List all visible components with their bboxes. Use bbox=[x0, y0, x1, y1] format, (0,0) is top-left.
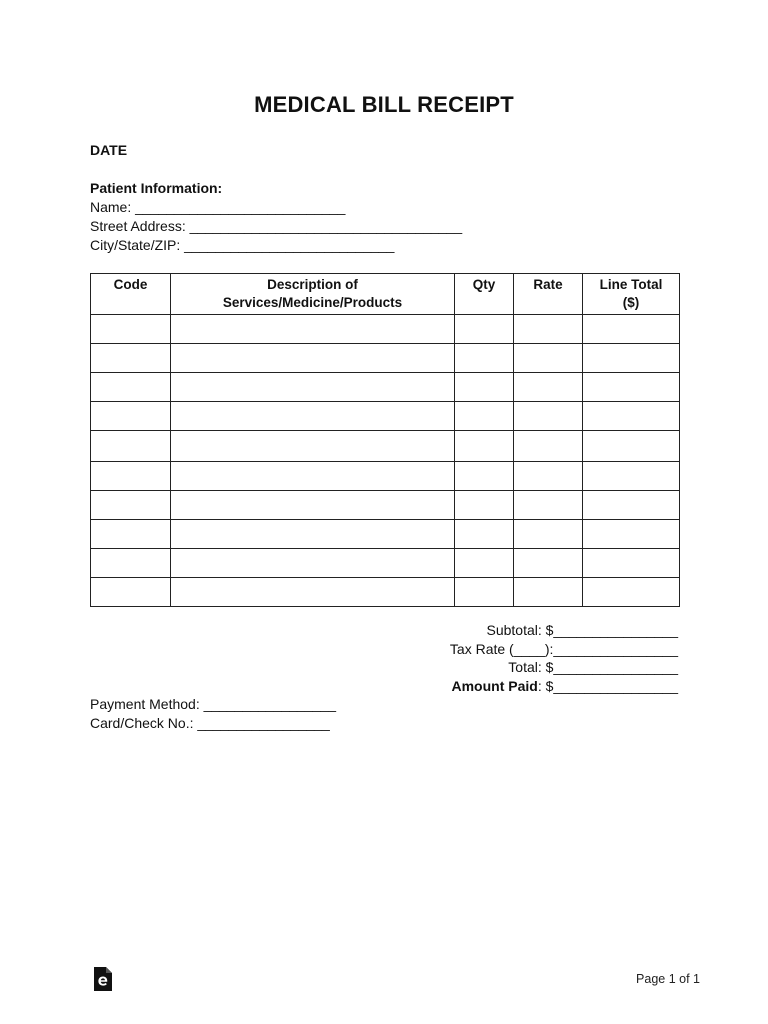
rate-cell bbox=[514, 315, 583, 344]
header-description-line2: Services/Medicine/Products bbox=[222, 295, 403, 310]
table-row bbox=[91, 578, 680, 607]
table-row bbox=[91, 402, 680, 431]
table-row bbox=[91, 462, 680, 491]
street-address-field: Street Address: ___________________________________ bbox=[90, 218, 463, 234]
table-body bbox=[91, 315, 680, 607]
code-cell bbox=[91, 491, 171, 520]
total-line: Total: $________________ bbox=[508, 659, 678, 675]
rate-cell bbox=[514, 578, 583, 607]
line-total-cell bbox=[583, 344, 680, 373]
header-description-line1: Description of bbox=[267, 277, 358, 292]
amount-paid-blank: : $________________ bbox=[537, 678, 678, 694]
qty-cell bbox=[455, 462, 514, 491]
line-total-cell bbox=[583, 462, 680, 491]
qty-cell bbox=[455, 578, 514, 607]
code-cell bbox=[91, 549, 171, 578]
subtotal-line: Subtotal: $________________ bbox=[486, 622, 678, 638]
qty-cell bbox=[455, 402, 514, 431]
header-qty-label: Qty bbox=[472, 277, 496, 292]
rate-cell bbox=[514, 549, 583, 578]
line-total-cell bbox=[583, 373, 680, 402]
qty-cell bbox=[455, 549, 514, 578]
code-cell bbox=[91, 462, 171, 491]
rate-cell bbox=[514, 520, 583, 549]
line-total-cell bbox=[583, 491, 680, 520]
line-total-cell bbox=[583, 431, 680, 462]
description-cell bbox=[171, 462, 455, 491]
line-total-cell bbox=[583, 402, 680, 431]
qty-cell bbox=[455, 491, 514, 520]
table-row bbox=[91, 344, 680, 373]
code-cell bbox=[91, 402, 171, 431]
code-cell bbox=[91, 578, 171, 607]
header-line-total-line2: ($) bbox=[622, 295, 640, 310]
rate-cell bbox=[514, 491, 583, 520]
card-check-number-field: Card/Check No.: _________________ bbox=[90, 715, 330, 731]
qty-cell bbox=[455, 315, 514, 344]
description-cell bbox=[171, 578, 455, 607]
qty-cell bbox=[455, 373, 514, 402]
rate-cell bbox=[514, 373, 583, 402]
qty-cell bbox=[455, 344, 514, 373]
table-row bbox=[91, 315, 680, 344]
description-cell bbox=[171, 315, 455, 344]
description-cell bbox=[171, 491, 455, 520]
code-cell bbox=[91, 431, 171, 462]
header-code-label: Code bbox=[113, 277, 148, 292]
header-rate bbox=[514, 274, 583, 315]
amount-paid-line bbox=[452, 677, 679, 695]
rate-cell bbox=[514, 462, 583, 491]
header-line-total-line1: Line Total bbox=[599, 277, 663, 292]
page-indicator: Page 1 of 1 bbox=[636, 972, 700, 986]
code-cell bbox=[91, 344, 171, 373]
description-cell bbox=[171, 402, 455, 431]
header-rate-label: Rate bbox=[533, 277, 563, 292]
description-cell bbox=[171, 520, 455, 549]
description-cell bbox=[171, 373, 455, 402]
description-cell bbox=[171, 344, 455, 373]
table-row bbox=[91, 373, 680, 402]
line-total-cell bbox=[583, 549, 680, 578]
code-cell bbox=[91, 373, 171, 402]
description-cell bbox=[171, 431, 455, 462]
rate-cell bbox=[514, 344, 583, 373]
tax-rate-line: Tax Rate (____):________________ bbox=[449, 641, 678, 657]
table-row bbox=[91, 549, 680, 578]
bill-items-table bbox=[90, 273, 680, 607]
line-total-cell bbox=[583, 520, 680, 549]
line-total-cell bbox=[583, 315, 680, 344]
code-cell bbox=[91, 315, 171, 344]
table-row bbox=[91, 431, 680, 462]
rate-cell bbox=[514, 431, 583, 462]
eforms-logo-icon bbox=[92, 966, 114, 992]
table-row bbox=[91, 491, 680, 520]
header-code bbox=[91, 274, 171, 315]
header-qty bbox=[455, 274, 514, 315]
patient-info-heading: Patient Information: bbox=[90, 180, 223, 196]
rate-cell bbox=[514, 402, 583, 431]
description-cell bbox=[171, 549, 455, 578]
qty-cell bbox=[455, 520, 514, 549]
payment-method-field: Payment Method: _________________ bbox=[90, 696, 336, 712]
document-title: MEDICAL BILL RECEIPT bbox=[254, 92, 514, 117]
header-description bbox=[171, 274, 455, 315]
table-header-row bbox=[91, 274, 680, 315]
city-state-zip-field: City/State/ZIP: ___________________________ bbox=[90, 237, 395, 253]
amount-paid-label: Amount Paid bbox=[451, 678, 538, 694]
name-field: Name: ___________________________ bbox=[90, 199, 346, 215]
line-total-cell bbox=[583, 578, 680, 607]
header-line-total bbox=[583, 274, 680, 315]
code-cell bbox=[91, 520, 171, 549]
qty-cell bbox=[455, 431, 514, 462]
table-row bbox=[91, 520, 680, 549]
date-label: DATE bbox=[90, 142, 128, 158]
